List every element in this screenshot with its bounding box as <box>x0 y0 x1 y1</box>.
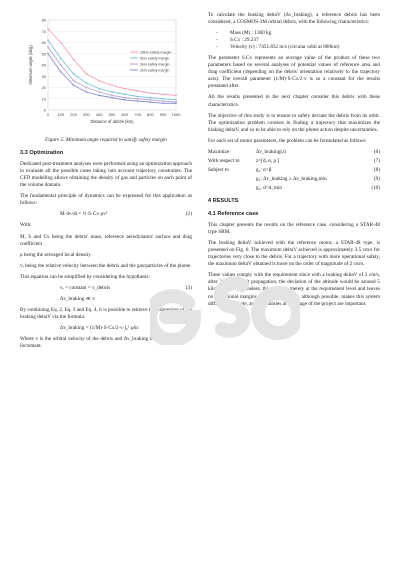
data-point <box>47 53 49 55</box>
equation-number: (6) <box>373 148 380 155</box>
data-point <box>47 28 49 30</box>
equation-text: Δv_braking ≪ v <box>60 295 95 302</box>
legend-label: 10km safety margin <box>140 50 172 55</box>
paragraph: With: <box>20 222 32 229</box>
x-tick-label: 200 <box>70 112 77 117</box>
section-heading-results: 4 RESULTS <box>208 197 239 204</box>
legend-label: 2km safety margin <box>140 68 170 73</box>
y-axis-label: Minimum angle (deg) <box>28 45 33 85</box>
opt-row <box>208 185 380 192</box>
debris-characteristics-list <box>208 30 380 51</box>
opt-key: Maximize <box>208 148 230 155</box>
equation-number: (8) <box>373 166 380 173</box>
y-tick-label: 30 <box>41 73 46 79</box>
paragraph: This chapter presents the results on the reference case, considering a STAR-48 type SRM. <box>208 222 380 236</box>
data-point <box>124 97 126 99</box>
opt-value: g₃: d>d_min <box>256 184 282 191</box>
data-point <box>124 99 126 101</box>
data-point <box>98 80 100 82</box>
data-point <box>47 46 49 48</box>
paragraph: All the results presented in the next chapter consider this debris with these characteristics. <box>208 94 380 108</box>
equation-text: vᵣ = constant = v_debris <box>60 284 110 291</box>
paragraph: To calculate the braking deltaV (Δv_braking), a reference debris has been considered, a COSMOS-3M orbital debris, with the following characteristics: <box>208 12 380 26</box>
opt-row <box>208 158 380 165</box>
opt-key: Subject to <box>208 166 229 173</box>
x-tick-label: 800 <box>147 112 154 117</box>
y-tick-label: 80 <box>41 17 46 23</box>
opt-value: g₂: Δv_braking ≥ Δv_braking,min <box>256 175 327 182</box>
data-point <box>137 100 139 102</box>
data-point <box>98 91 100 93</box>
data-point <box>73 84 75 86</box>
paragraph: These values comply with the requirement since with a braking deltaV of 2 cm/s, after 24 hours orbit propagation, the deviation of the altitude would be around 5 kilometers. Nevertheless, this value is merely at the requirement level and leaves no operational margins. This configuration, although possible, makes this system difficult to operate, as uncertainties at this stage of the project are important. <box>208 272 380 307</box>
data-point <box>175 99 177 101</box>
data-point <box>98 94 100 96</box>
data-point <box>111 84 113 86</box>
data-point <box>60 42 62 44</box>
data-point <box>175 102 177 104</box>
esa-watermark-logo <box>150 255 300 345</box>
paragraph: This equation can be simplified by considering the hypothesis: <box>20 273 150 280</box>
equation-2 <box>20 211 192 218</box>
paragraph: The parameter S.Cx represents an average value of the product of these two parameters based on several analyses of potential values of reference area and drag coefficient (depending on the debris' orientation relatively to the trajectory axis). The overall parameter (1/M)·S·Cx/2·v is so a constant for the results presented after. <box>208 55 380 90</box>
data-point <box>60 57 62 59</box>
x-tick-label: 100 <box>57 112 65 117</box>
opt-value: z=[d, α, p ] <box>256 157 280 164</box>
paragraph: The fundamental principle of dynamics can be expressed for this application as follows: <box>20 193 192 207</box>
opt-row <box>208 149 380 156</box>
x-tick-label: 0 <box>46 112 50 117</box>
data-point <box>175 94 177 96</box>
data-point <box>137 90 139 92</box>
list-item: - S.Cx : 29.237 <box>230 37 380 44</box>
x-tick-label: 300 <box>83 112 90 117</box>
y-tick-label: 0 <box>43 107 46 113</box>
opt-row <box>208 167 380 174</box>
data-point <box>60 71 62 73</box>
data-point <box>47 39 49 41</box>
x-tick-label: 600 <box>121 112 129 117</box>
equation-text: M·dv/dt = ½·S·Cx·ρv² <box>60 211 108 218</box>
data-point <box>137 96 139 98</box>
section-heading-reference-case: 4.1 Reference case <box>208 211 259 218</box>
equation-text: Δv_braking = (1/M)·S·Cx/2·v·∫₀ᴸ ρδx <box>60 324 139 331</box>
equation-number: (4) <box>185 295 192 302</box>
legend-label: 5km safety margin <box>140 56 170 61</box>
paragraph: The objective of this study is to ensure to safely deviate the debris from its orbit. The optimization problem consists in finding a trajectory that maximizes the braking deltaV, and so to be able to rely on the plume action despite uncertainties. <box>208 112 380 133</box>
x-axis-label: Distance of debris (km) <box>90 119 134 124</box>
x-tick-label: 900 <box>159 112 167 117</box>
data-point <box>137 98 139 100</box>
equation-number: (3) <box>185 284 192 291</box>
equation-number: (10) <box>371 184 380 191</box>
data-point <box>73 58 75 60</box>
paragraph: For each set of motor parameters, the problem can be formulated as follows: <box>208 137 367 144</box>
y-tick-label: 50 <box>41 51 46 57</box>
paragraph: Dedicated post-treatment analyses were performed using an optimization approach to evaluate all the possible cases taking into account trajectory constraints. The CFD modelling allows obtaining the density of gas and particles on each point of the volume domain. <box>20 161 192 189</box>
equation-number: (7) <box>373 157 380 164</box>
data-point <box>86 91 88 93</box>
paragraph: M, S and Cx being the debris' mass, reference aerodynamic surface and drag coefficient <box>20 233 192 247</box>
paragraph: Where v is the orbital velocity of the debris and Δv_braking the braking velocity increment. <box>20 335 192 350</box>
y-tick-label: 60 <box>41 40 46 45</box>
figure-caption: Figure 5: Minimum angle required to satisfy safety margin <box>45 137 167 144</box>
optimization-problem <box>208 149 380 192</box>
list-item: - Mass (M) : 1360 kg <box>230 30 380 37</box>
data-point <box>162 100 164 102</box>
data-point <box>162 102 164 104</box>
data-point <box>73 80 75 82</box>
data-point <box>111 94 113 96</box>
equation-number: (5) <box>185 324 192 331</box>
data-point <box>162 93 164 95</box>
data-point <box>150 99 152 101</box>
y-tick-label: 10 <box>41 96 46 102</box>
y-tick-label: 20 <box>41 85 46 90</box>
data-point <box>111 91 113 93</box>
paragraph: vᵣ being the relative velocity between the debris and the gas/particles of the plume <box>20 262 191 269</box>
data-point <box>73 73 75 75</box>
paragraph: By combining Eq. 2, Eq. 3 and Eq. 4, it is possible to retrieve the expression of the braking deltaV via the formula: <box>20 306 192 320</box>
opt-key <box>208 176 256 183</box>
data-point <box>124 93 126 95</box>
equation-number: (9) <box>373 175 380 182</box>
data-point <box>86 87 88 89</box>
data-point <box>162 98 164 100</box>
opt-key: With respect to <box>208 157 240 164</box>
data-point <box>86 82 88 84</box>
paragraph: ρ being the averaged local density <box>20 251 91 258</box>
paragraph: The braking deltaV achieved with the reference motor, a STAR-48 type, is presented on Fig. 6. The maximum deltaV achieved is approximately 3.5 cm/s for trajectories very close to the debris. For a trajectory with more operational safety, the maximum deltaV obtained is more on the order of magnitude of 2 cm/s. <box>208 240 380 268</box>
section-heading-optimization: 3.3 Optimization <box>20 150 64 157</box>
legend-label: 3km safety margin <box>140 62 170 67</box>
data-point <box>98 88 100 90</box>
opt-value: g₁: α>β <box>256 166 272 173</box>
data-point <box>150 101 152 103</box>
x-tick-label: 400 <box>95 112 103 117</box>
opt-value: Δv_braking(z) <box>256 148 287 155</box>
data-point <box>150 97 152 99</box>
opt-key <box>208 185 256 192</box>
x-tick-label: 1000 <box>171 112 181 117</box>
safety-margin-chart <box>26 12 186 130</box>
opt-row <box>208 176 380 183</box>
data-point <box>60 64 62 66</box>
data-point <box>111 97 113 99</box>
x-tick-label: 700 <box>134 112 141 117</box>
data-point <box>150 92 152 94</box>
equation-number: (2) <box>185 211 192 218</box>
y-tick-label: 70 <box>41 28 46 34</box>
y-tick-label: 40 <box>41 62 46 68</box>
list-item: - Velocity (v) : 7451.832 m/s (circular orbit at 800km) <box>230 44 380 51</box>
data-point <box>124 88 126 90</box>
x-tick-label: 500 <box>108 112 116 117</box>
data-point <box>86 73 88 75</box>
